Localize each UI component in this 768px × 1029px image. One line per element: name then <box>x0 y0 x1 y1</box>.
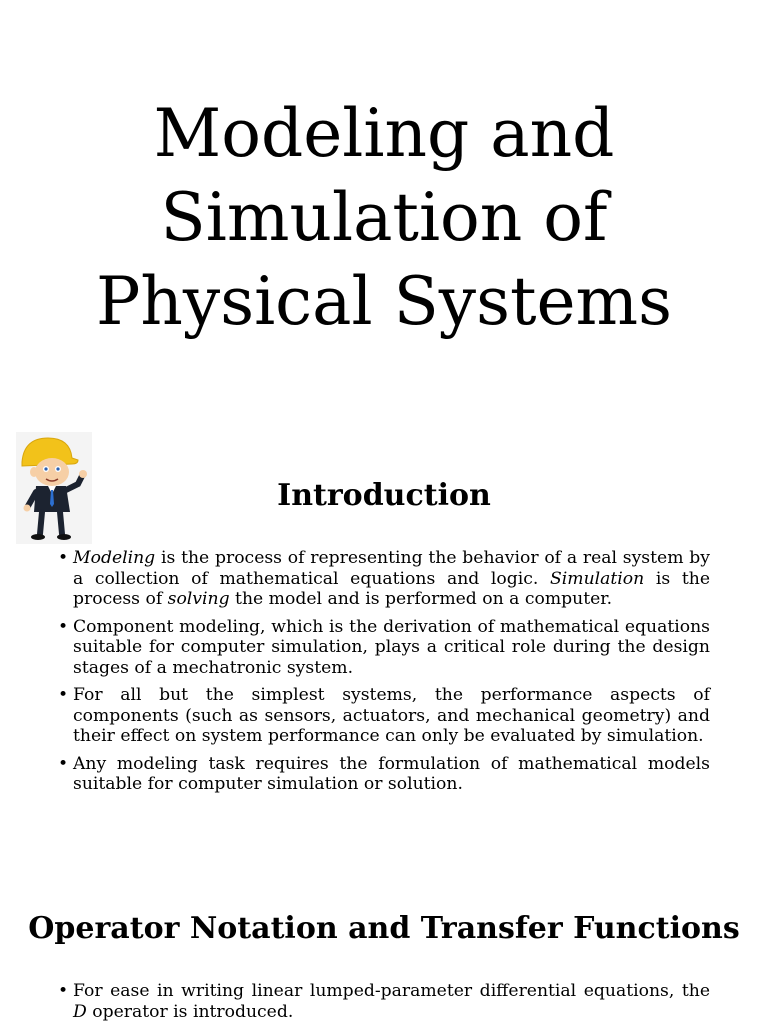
term-d-operator: D <box>73 1001 87 1022</box>
bullet-text: is the process of <box>73 568 710 609</box>
bullet-text: For ease in writing linear lumped-parameter differential equations, the <box>73 981 710 1001</box>
page-title: Modeling and Simulation of Physical Systems <box>96 95 672 340</box>
bullet-text: is the process of representing the behavior of a real system by a collection of mathematical equations and logic. <box>73 548 710 589</box>
term-simulation: Simulation <box>550 568 645 589</box>
intro-slide <box>0 420 768 820</box>
bullet-list <box>58 981 710 1029</box>
list-item <box>58 981 710 1022</box>
section-heading-operator-notation: Operator Notation and Transfer Functions <box>28 911 740 946</box>
list-item: • Component modeling, which is the derivation of mathematical equations suitable for computer simulation, plays a critical role during the design stages of a mechatronic system. <box>58 617 710 679</box>
section-heading-introduction: Introduction <box>277 478 491 513</box>
list-item <box>58 548 710 610</box>
list-item: • Any modeling task requires the formulation of mathematical models suitable for computer simulation or solution. <box>58 754 710 795</box>
list-item: • For all but the simplest systems, the performance aspects of components (such as sensors, actuators, and mechanical geometry) and their effect on system performance can only be evaluated by simulation. <box>58 685 710 747</box>
operator-slide <box>0 895 768 1024</box>
bullet-text: the model and is performed on a computer. <box>229 589 613 609</box>
title-slide <box>0 0 768 400</box>
term-solving: solving <box>167 589 230 609</box>
term-modeling: Modeling <box>73 548 156 568</box>
bullet-text: operator is introduced. <box>86 1001 294 1022</box>
bullet-list <box>58 548 710 802</box>
